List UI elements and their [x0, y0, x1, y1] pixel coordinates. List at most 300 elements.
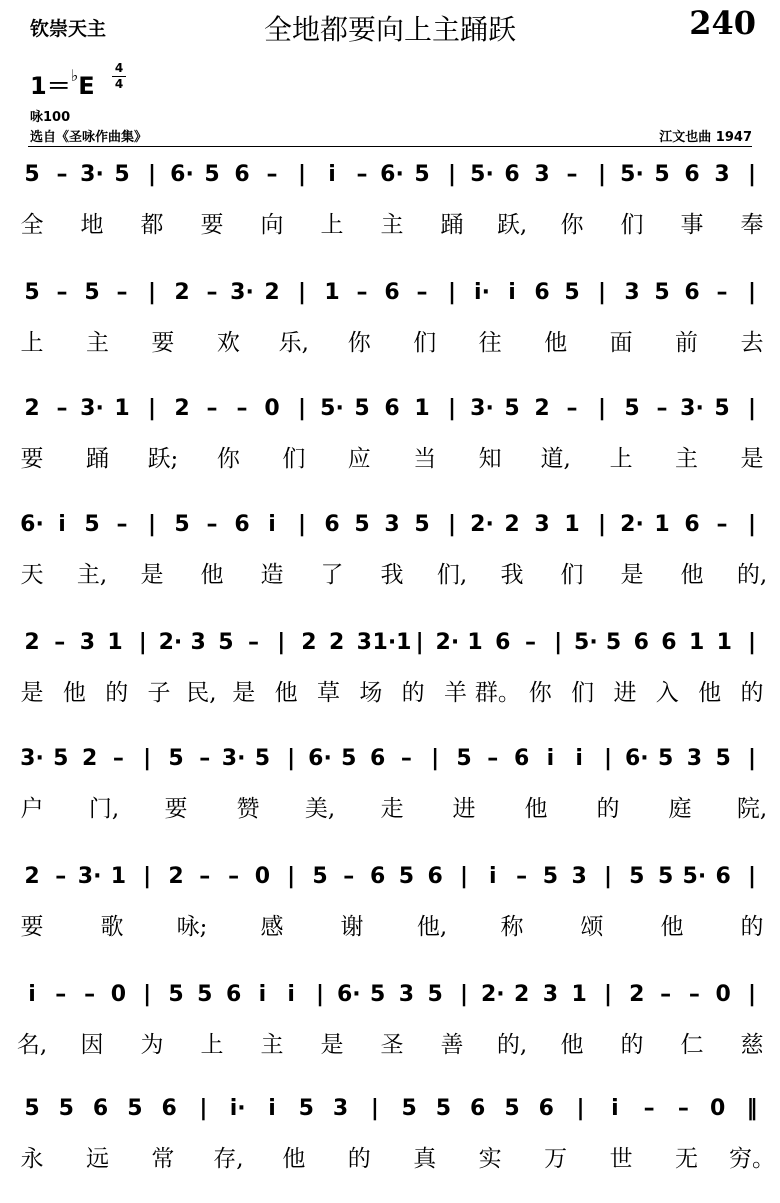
lyric-syllable: 进 — [613, 680, 637, 706]
lyric-syllable: 的 — [740, 680, 764, 706]
note-token: 6 — [234, 162, 250, 187]
lyric-syllable: 因 — [80, 1032, 104, 1058]
note-token: – — [206, 396, 218, 421]
bar-line: | — [747, 746, 757, 771]
note-token: – — [524, 630, 536, 655]
note-token: 5 — [369, 982, 386, 1007]
note-token: 5 — [624, 396, 640, 421]
note-token: 6 — [684, 280, 700, 305]
note-token: i — [575, 746, 583, 771]
note-token: i — [28, 982, 36, 1007]
lyric-syllable: 存, — [213, 1146, 244, 1172]
lyric-syllable: 民, — [186, 680, 217, 706]
bar-line: | — [147, 280, 157, 305]
lyric-syllable: 是 — [620, 562, 644, 588]
bar-line: | — [747, 864, 757, 889]
lyric-syllable: 场 — [359, 680, 383, 706]
note-token: i — [611, 1096, 619, 1121]
note-token: 6 — [513, 746, 530, 771]
note-token: 5 — [354, 512, 370, 537]
note-token: – — [56, 396, 68, 421]
note-token: 5 — [657, 746, 674, 771]
note-token: – — [487, 746, 499, 771]
notes-row — [0, 512, 780, 548]
key-signature — [30, 66, 95, 101]
note-token: – — [356, 162, 368, 187]
lyric-syllable: 踊 — [85, 446, 109, 472]
lyric-syllable: 主 — [260, 1032, 284, 1058]
note-token: 6· — [336, 982, 361, 1007]
lyric-syllable: 他 — [560, 1032, 584, 1058]
lyric-syllable: 咏; — [176, 914, 208, 940]
note-token: 1 — [688, 630, 705, 655]
note-token: – — [343, 864, 355, 889]
bar-line: | — [459, 864, 469, 889]
note-token: 2 — [168, 864, 184, 889]
note-token: 1 — [107, 630, 123, 655]
note-token: 6 — [324, 512, 340, 537]
note-token: 5· — [320, 396, 344, 421]
lyric-syllable: 的 — [596, 796, 620, 822]
note-token: 3· — [20, 746, 44, 771]
lyric-syllable: 进 — [452, 796, 476, 822]
lyric-syllable: 赞 — [236, 796, 260, 822]
note-token: – — [199, 746, 211, 771]
bar-line: | — [603, 864, 613, 889]
note-token: 0 — [715, 982, 731, 1007]
note-token: 5 — [715, 746, 731, 771]
lyric-syllable: 去 — [740, 330, 764, 356]
bar-line: | — [597, 512, 607, 537]
note-token: – — [236, 396, 248, 421]
note-token: – — [688, 982, 700, 1007]
note-token: i — [287, 982, 295, 1007]
lyric-syllable: 称 — [500, 914, 524, 940]
note-token: 0 — [110, 982, 127, 1007]
lyric-syllable: 实 — [478, 1146, 502, 1172]
note-token: 5 — [127, 1096, 143, 1121]
note-token: 6 — [534, 280, 550, 305]
note-token: 3 — [79, 630, 96, 655]
note-token: 1·1 — [372, 630, 412, 655]
note-token: – — [566, 162, 578, 187]
lyric-syllable: 你 — [528, 680, 552, 706]
bar-line: | — [554, 630, 563, 655]
lyric-syllable: 们 — [282, 446, 306, 472]
note-token: 1 — [564, 512, 580, 537]
note-token: 3· — [221, 746, 246, 771]
lyric-syllable: 圣 — [380, 1032, 404, 1058]
lyric-syllable: 要 — [151, 330, 175, 356]
lyric-syllable: 知 — [478, 446, 502, 472]
note-token: 1 — [654, 512, 670, 537]
note-token: 3 — [534, 512, 550, 537]
note-token: – — [677, 1096, 689, 1121]
note-token: 6 — [225, 982, 242, 1007]
note-token: 2· — [158, 630, 183, 655]
note-token: 5 — [58, 1096, 74, 1121]
key-letter: E — [78, 72, 95, 100]
bar-line: | — [747, 162, 757, 187]
note-token: 2 — [24, 864, 40, 889]
lyric-syllable: 庭 — [668, 796, 692, 822]
note-token: 5 — [605, 630, 622, 655]
bar-line: | — [415, 630, 424, 655]
note-token: 6 — [633, 630, 649, 655]
lyric-syllable: 是 — [20, 680, 44, 706]
note-token: 2· — [620, 512, 644, 537]
lyric-syllable: 美, — [304, 796, 336, 822]
note-token: 1 — [414, 396, 430, 421]
lyric-syllable: 主, — [76, 562, 108, 588]
note-token: 6 — [470, 1096, 486, 1121]
note-token: 5 — [435, 1096, 452, 1121]
notes-row — [0, 280, 780, 316]
lyric-syllable: 院, — [736, 796, 768, 822]
lyrics-row — [0, 206, 780, 240]
note-token: 2 — [81, 746, 98, 771]
note-token: 2 — [174, 396, 190, 421]
note-token: 5 — [84, 512, 100, 537]
lyric-syllable: 们 — [413, 330, 437, 356]
source-note: 选自《圣咏作曲集》 — [30, 130, 148, 145]
note-token: 3 — [571, 864, 587, 889]
lyric-syllable: 的, — [736, 562, 768, 588]
note-token: – — [266, 162, 278, 187]
note-token: 5 — [427, 982, 443, 1007]
note-token: – — [228, 864, 240, 889]
lyric-syllable: 万 — [544, 1146, 568, 1172]
note-token: 6 — [369, 864, 386, 889]
note-token: 3· — [80, 396, 104, 421]
note-token: 2 — [534, 396, 550, 421]
notes-row — [0, 746, 780, 782]
bar-line: | — [747, 396, 757, 421]
note-token: 5 — [114, 162, 130, 187]
lyric-syllable: 事 — [680, 212, 704, 238]
note-token: 5 — [174, 512, 190, 537]
note-token: 3 — [534, 162, 550, 187]
note-token: 3· — [77, 864, 102, 889]
note-token: 3 — [542, 982, 559, 1007]
note-token: 6 — [661, 630, 677, 655]
bar-line: | — [138, 630, 147, 655]
lyric-syllable: 为 — [140, 1032, 164, 1058]
note-token: 6· — [308, 746, 332, 771]
note-token: 6 — [234, 512, 250, 537]
note-token: – — [55, 864, 67, 889]
note-token: 5 — [504, 1096, 520, 1121]
bar-line: | — [603, 982, 613, 1007]
lyric-syllable: 乐, — [278, 330, 309, 356]
lyric-syllable: 他 — [200, 562, 224, 588]
note-token: 6· — [380, 162, 404, 187]
bar-line: | — [315, 982, 325, 1007]
note-token: 5 — [312, 864, 328, 889]
lyric-syllable: 要 — [20, 446, 44, 472]
note-token: – — [54, 630, 66, 655]
bar-line: | — [747, 280, 757, 305]
note-token: 6 — [504, 162, 520, 187]
note-token: 5 — [401, 1096, 417, 1121]
note-token: 5· — [620, 162, 644, 187]
note-token: 3 — [398, 982, 415, 1007]
lyric-syllable: 跃, — [496, 212, 528, 238]
lyric-syllable: 慈 — [740, 1032, 764, 1058]
lyric-syllable: 永 — [20, 1146, 44, 1172]
bar-line: | — [297, 280, 307, 305]
lyrics-row — [0, 556, 780, 590]
lyric-syllable: 常 — [151, 1146, 175, 1172]
note-token: 5 — [542, 864, 559, 889]
bar-line: | — [603, 746, 613, 771]
lyric-syllable: 都 — [140, 212, 164, 238]
note-token: – — [660, 982, 672, 1007]
note-token: 6 — [715, 864, 731, 889]
note-token: 3· — [680, 396, 704, 421]
note-token: 3· — [470, 396, 494, 421]
lyric-syllable: 应 — [347, 446, 371, 472]
note-token: 2· — [480, 982, 505, 1007]
lyric-syllable: 世 — [609, 1146, 633, 1172]
note-token: 2 — [513, 982, 530, 1007]
lyric-syllable: 走 — [380, 796, 404, 822]
note-token: 5 — [654, 162, 670, 187]
note-token: – — [643, 1096, 655, 1121]
note-token: i — [546, 746, 555, 771]
lyric-syllable: 的 — [105, 680, 129, 706]
note-token: – — [516, 864, 528, 889]
lyric-syllable: 当 — [413, 446, 437, 472]
note-token: – — [400, 746, 412, 771]
note-token: 3 — [624, 280, 640, 305]
lyrics-row — [0, 440, 780, 474]
lyric-syllable: 面 — [609, 330, 633, 356]
lyric-syllable: 上 — [609, 446, 633, 472]
lyric-syllable: 你 — [560, 212, 584, 238]
note-token: – — [56, 162, 68, 187]
bar-line: | — [576, 1096, 585, 1121]
note-token: 0 — [710, 1096, 726, 1121]
note-token: i — [328, 162, 336, 187]
bar-line: | — [597, 162, 607, 187]
note-token: 2 — [504, 512, 520, 537]
lyric-syllable: 主 — [380, 212, 404, 238]
hymn-title: 全地都要向上主踊跃 — [263, 13, 516, 46]
note-token: – — [356, 280, 368, 305]
note-token: 1 — [324, 280, 340, 305]
bar-line: | — [459, 982, 469, 1007]
note-token: – — [206, 280, 218, 305]
lyric-syllable: 颂 — [580, 914, 604, 940]
meter-top: 4 — [114, 61, 124, 75]
notes-row — [0, 864, 780, 900]
note-token: 3· — [80, 162, 104, 187]
note-token: 5 — [168, 982, 184, 1007]
notes-row — [0, 1096, 780, 1132]
note-token: 3 — [356, 630, 372, 655]
lyric-syllable: 上 — [200, 1032, 224, 1058]
lyric-syllable: 他, — [416, 914, 448, 940]
lyric-syllable: 你 — [347, 330, 371, 356]
note-token: 2 — [24, 396, 40, 421]
note-token: – — [55, 982, 67, 1007]
category-label: 钦崇天主 — [30, 18, 107, 40]
note-token: 5 — [204, 162, 220, 187]
note-token: 5 — [298, 1096, 314, 1121]
lyric-syllable: 仁 — [680, 1032, 704, 1058]
note-token: i — [258, 982, 267, 1007]
lyric-syllable: 地 — [80, 212, 104, 238]
bar-line: | — [597, 280, 607, 305]
lyric-syllable: 是 — [740, 446, 764, 472]
note-token: 6 — [427, 864, 443, 889]
lyric-syllable: 他 — [282, 1146, 306, 1172]
note-token: 1 — [114, 396, 130, 421]
note-token: – — [206, 512, 218, 537]
bar-line: | — [431, 746, 440, 771]
bar-line: | — [747, 982, 757, 1007]
lyric-syllable: 道, — [540, 446, 571, 472]
lyric-syllable: 的 — [401, 680, 425, 706]
note-token: 5 — [354, 396, 370, 421]
bar-line: | — [287, 746, 296, 771]
note-token: 5 — [24, 162, 40, 187]
note-token: 6 — [684, 162, 700, 187]
lyric-syllable: 全 — [20, 212, 44, 238]
lyric-syllable: 造 — [260, 562, 284, 588]
note-token: 5 — [456, 746, 472, 771]
bar-line: | — [147, 396, 157, 421]
lyric-syllable: 入 — [655, 680, 679, 706]
note-token: i — [268, 1096, 276, 1121]
lyric-syllable: 要 — [164, 796, 188, 822]
lyric-syllable: 前 — [675, 330, 699, 356]
note-token: – — [656, 396, 668, 421]
note-token: 2 — [328, 630, 345, 655]
note-token: 6· — [170, 162, 194, 187]
lyric-syllable: 天 — [20, 562, 44, 588]
lyric-syllable: 他 — [544, 330, 568, 356]
bar-line: | — [297, 162, 307, 187]
note-token: 6 — [92, 1096, 109, 1121]
bar-line: | — [199, 1096, 208, 1121]
lyric-syllable: 羊 — [444, 680, 468, 706]
notes-row — [0, 162, 780, 198]
note-token: 0 — [254, 864, 271, 889]
lyric-syllable: 他 — [660, 914, 684, 940]
bar-line: | — [370, 1096, 379, 1121]
note-token: 5 — [53, 746, 69, 771]
bar-line: | — [143, 864, 152, 889]
lyric-syllable: 户 — [20, 796, 44, 822]
lyric-syllable: 跃; — [147, 446, 179, 472]
note-token: 0 — [264, 396, 280, 421]
bar-line: | — [297, 512, 307, 537]
note-token: 3 — [714, 162, 730, 187]
note-token: 2 — [264, 280, 280, 305]
lyric-syllable: 草 — [316, 680, 340, 706]
note-token: i — [58, 512, 66, 537]
lyrics-row — [0, 908, 780, 942]
bar-line: | — [597, 396, 607, 421]
note-token: i — [489, 864, 497, 889]
lyric-syllable: 是 — [320, 1032, 344, 1058]
note-token: 2· — [435, 630, 460, 655]
lyrics-row — [0, 790, 780, 824]
note-token: – — [716, 512, 728, 537]
note-token: 5 — [414, 512, 430, 537]
key-prefix: 1＝ — [30, 72, 71, 100]
bar-line: | — [447, 512, 457, 537]
note-token: 5 — [629, 864, 645, 889]
lyric-syllable: 他 — [274, 680, 298, 706]
note-token: 3 — [332, 1096, 349, 1121]
lyric-syllable: 我 — [500, 562, 524, 588]
time-signature — [112, 62, 126, 91]
note-token: 5· — [470, 162, 494, 187]
note-token: 3 — [686, 746, 703, 771]
bar-line: | — [147, 162, 157, 187]
bar-line: | — [747, 512, 757, 537]
lyric-syllable: 们 — [620, 212, 644, 238]
note-token: 6 — [538, 1096, 554, 1121]
lyrics-row — [0, 674, 780, 708]
bar-line: | — [447, 162, 457, 187]
bar-line: | — [143, 746, 152, 771]
lyric-syllable: 了 — [320, 562, 344, 588]
bar-line: | — [143, 982, 152, 1007]
lyric-syllable: 我 — [380, 562, 404, 588]
notes-row — [0, 982, 780, 1018]
bar-line: | — [747, 630, 757, 655]
lyric-syllable: 上 — [20, 330, 44, 356]
note-token: 1 — [571, 982, 587, 1007]
lyric-syllable: 是 — [232, 680, 256, 706]
note-token: 2 — [301, 630, 317, 655]
lyric-syllable: 谢 — [340, 914, 364, 940]
note-token: 6· — [20, 512, 44, 537]
lyric-syllable: 们 — [571, 680, 595, 706]
note-token: 5 — [24, 1096, 40, 1121]
note-token: 2 — [629, 982, 645, 1007]
meter-bottom: 4 — [114, 77, 124, 91]
composer-credit: 江文也曲 1947 — [659, 130, 752, 145]
note-token: – — [116, 280, 128, 305]
lyric-syllable: 主 — [85, 330, 109, 356]
lyric-syllable: 奉 — [740, 212, 764, 238]
lyric-syllable: 他 — [62, 680, 86, 706]
note-token: 6 — [495, 630, 511, 655]
note-token: 5 — [197, 982, 213, 1007]
note-token: 6 — [369, 746, 386, 771]
note-token: 1 — [110, 864, 127, 889]
note-token: 1 — [467, 630, 483, 655]
note-token: 5· — [574, 630, 598, 655]
lyric-syllable: 们 — [560, 562, 584, 588]
lyric-syllable: 远 — [85, 1146, 109, 1172]
lyric-syllable: 的, — [496, 1032, 528, 1058]
note-token: 3· — [230, 280, 254, 305]
lyric-syllable: 的 — [620, 1032, 644, 1058]
note-token: – — [199, 864, 211, 889]
note-token: 5· — [682, 864, 707, 889]
lyrics-row — [0, 324, 780, 358]
lyric-syllable: 他 — [524, 796, 548, 822]
note-token: 5 — [84, 280, 100, 305]
note-token: – — [84, 982, 96, 1007]
note-token: 5 — [341, 746, 357, 771]
